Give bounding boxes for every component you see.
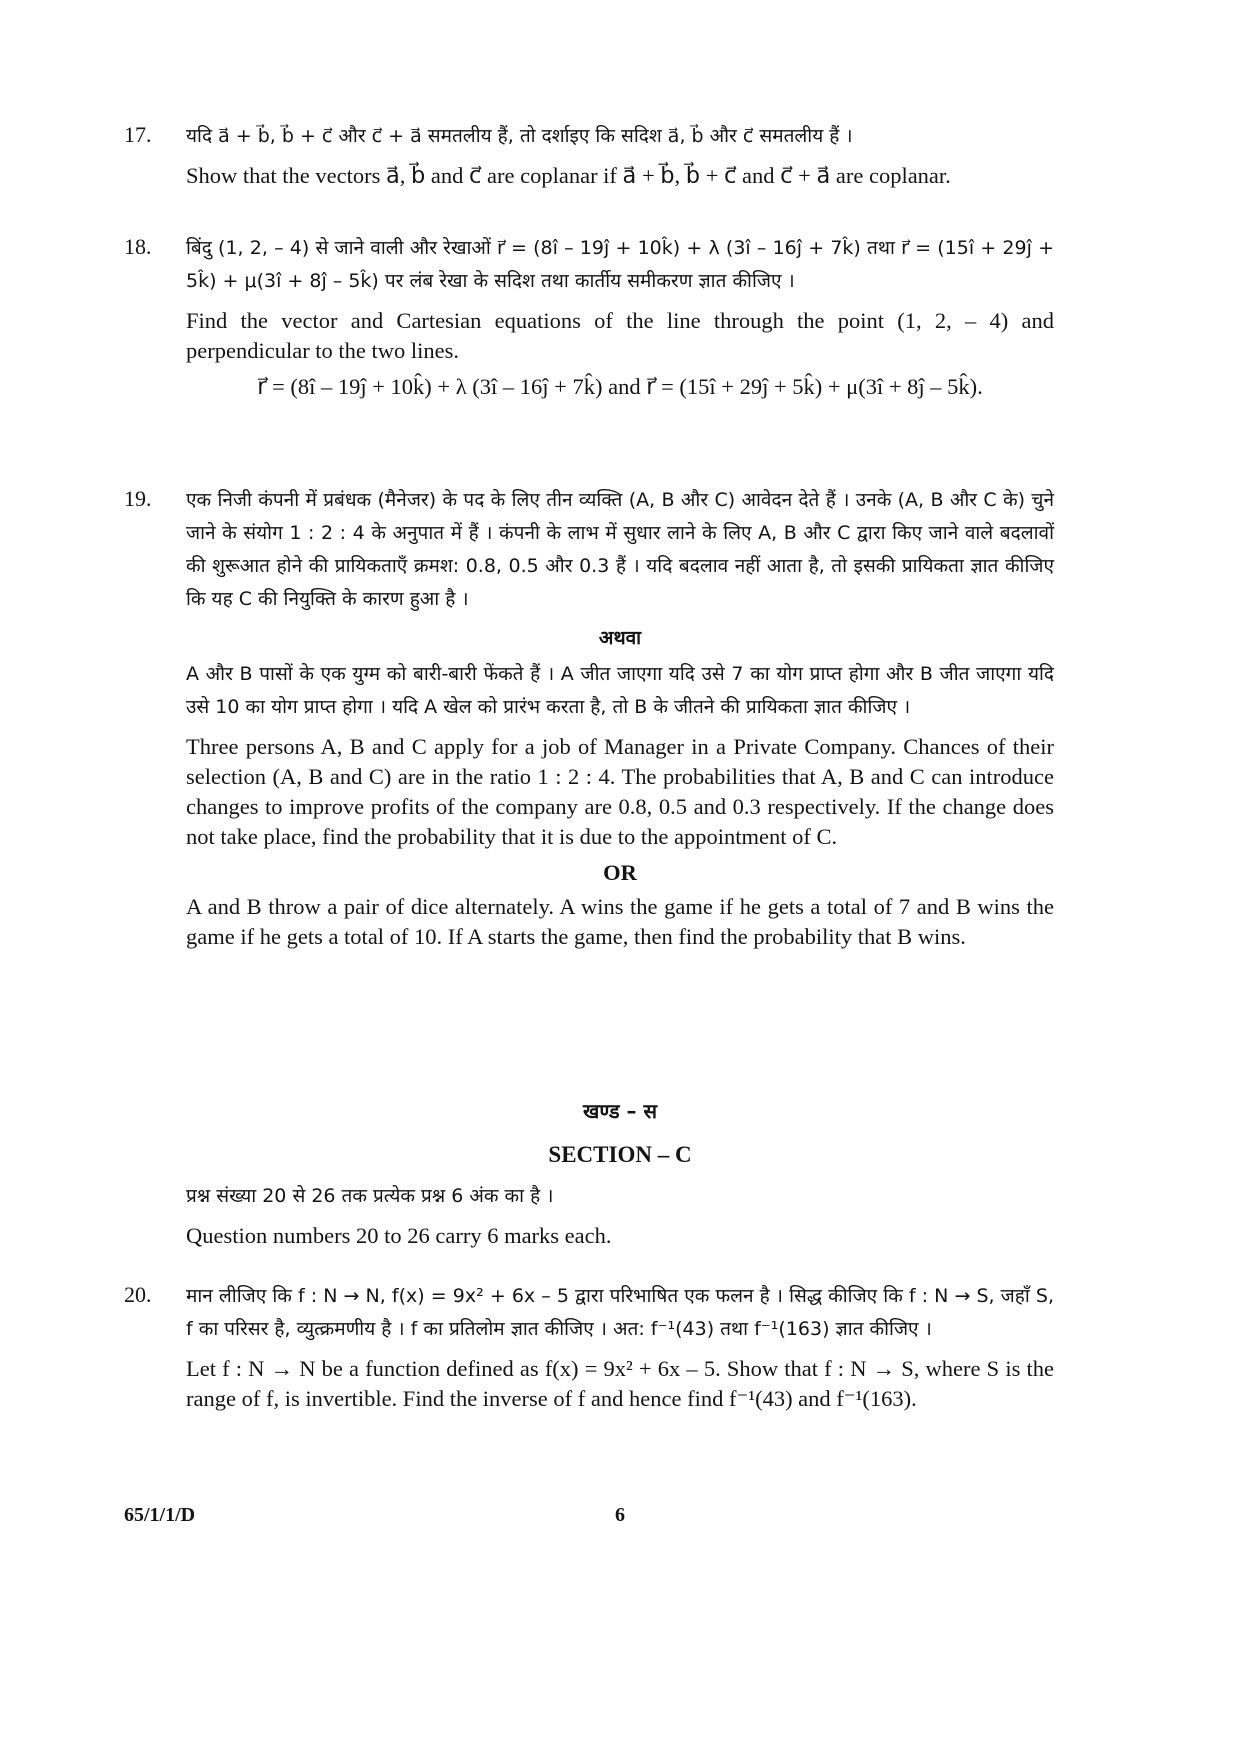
section-heading [124, 1096, 1116, 1170]
or-divider-hindi: अथवा [598, 627, 642, 649]
alternate-question-english: A and B throw a pair of dice alternately. A wins the game if he gets a total of 7 and B wins the game if he gets a total of 10. If A starts the game, then find the probability that B wins. [186, 894, 1054, 949]
page-number: 6 [615, 1504, 625, 1526]
or-divider-english: OR [603, 860, 637, 885]
question-text-hindi: यदि a⃗ + b⃗, b⃗ + c⃗ और c⃗ + a⃗ समतलीय हैं, तो दर्शाइए कि सदिश a⃗, b⃗ और c⃗ समतलीय हैं । [186, 125, 853, 147]
section-title-english: SECTION – C [548, 1142, 692, 1167]
instruction-hindi: प्रश्न संख्या 20 से 26 तक प्रत्येक प्रश्न 6 अंक का है । [186, 1185, 554, 1207]
question-number: 19. [124, 486, 152, 511]
question-text-english: Three persons A, B and C apply for a job of Manager in a Private Company. Chances of their selection (A, B and C) are in the ratio 1 : 2 : 4. The probabilities that A, B and C can introduce changes to improve profits of the company are 0.8, 0.5 and 0.3 respectively. If the change does not take place, find the probability that it is due to the appointment of C. [186, 734, 1054, 849]
question-body [186, 232, 1054, 402]
alternate-question-hindi: A और B पासों के एक युग्म को बारी-बारी फेंकते हैं । A जीत जाएगा यदि उसे 7 का योग प्राप्त होगा और B जीत जाएगा यदि उसे 10 का योग प्राप्त होगा । यदि A खेल को प्रारंभ करता है, तो B के जीतने की प्रायिकता ज्ञात कीजिए । [186, 663, 1054, 718]
question-text-english: Show that the vectors a⃗, b⃗ and c⃗ are coplanar if a⃗ + b⃗, b⃗ + c⃗ and c⃗ + a⃗ are coplanar. [186, 163, 951, 188]
question-text-hindi: बिंदु (1, 2, – 4) से जाने वाली और रेखाओं r⃗ = (8î – 19ĵ + 10k̂) + λ (3î – 16ĵ + 7k̂) तथा r⃗ = (15î + 29ĵ + 5k̂) + μ(3î + 8ĵ – 5k̂) पर लंब रेखा के सदिश तथा कार्तीय समीकरण ज्ञात कीजिए । [186, 237, 1054, 292]
question-text-english: Let f : N → N be a function defined as f(x) = 9x² + 6x – 5. Show that f : N → S, where S is the range of f, is invertible. Find the inverse of f and hence find f⁻¹(43) and f⁻¹(163). [186, 1356, 1054, 1411]
line-equations: r⃗ = (8î – 19ĵ + 10k̂) + λ (3î – 16ĵ + 7k̂) and r⃗ = (15î + 29ĵ + 5k̂) + μ(3î + 8ĵ – 5k̂). [257, 374, 983, 399]
section-instructions [186, 1180, 1054, 1257]
instruction-english: Question numbers 20 to 26 carry 6 marks each. [186, 1223, 612, 1248]
question-text-hindi: मान लीजिए कि f : N → N, f(x) = 9x² + 6x – 5 द्वारा परिभाषित एक फलन है । सिद्ध कीजिए कि f : N → S, जहाँ S, f का परिसर है, व्युत्क्रमणीय है । f का प्रतिलोम ज्ञात कीजिए । अत: f⁻¹(43) तथा f⁻¹(163) ज्ञात कीजिए । [186, 1285, 1054, 1340]
question-number: 18. [124, 234, 152, 259]
paper-code: 65/1/1/D [124, 1504, 196, 1526]
question-text-english: Find the vector and Cartesian equations of the line through the point (1, 2, – 4) and perpendicular to the two lines. [186, 308, 1054, 363]
section-title-hindi: खण्ड – स [582, 1099, 657, 1123]
question-body [186, 1280, 1054, 1420]
question-number: 17. [124, 122, 152, 147]
question-body [186, 484, 1054, 958]
question-number: 20. [124, 1282, 152, 1307]
question-text-hindi: एक निजी कंपनी में प्रबंधक (मैनेजर) के पद के लिए तीन व्यक्ति (A, B और C) आवेदन देते हैं । उनके (A, B और C के) चुने जाने के संयोग 1 : 2 : 4 के अनुपात में हैं । कंपनी के लाभ में सुधार लाने के लिए A, B और C द्वारा किए जाने वाले बदलावों की शुरूआत होने की प्रायिकताएँ क्रमश: 0.8, 0.5 और 0.3 हैं । यदि बदलाव नहीं आता है, तो इसकी प्रायिकता ज्ञात कीजिए कि यह C की नियुक्ति के कारण हुआ है । [186, 489, 1054, 610]
question-body [186, 120, 1054, 197]
